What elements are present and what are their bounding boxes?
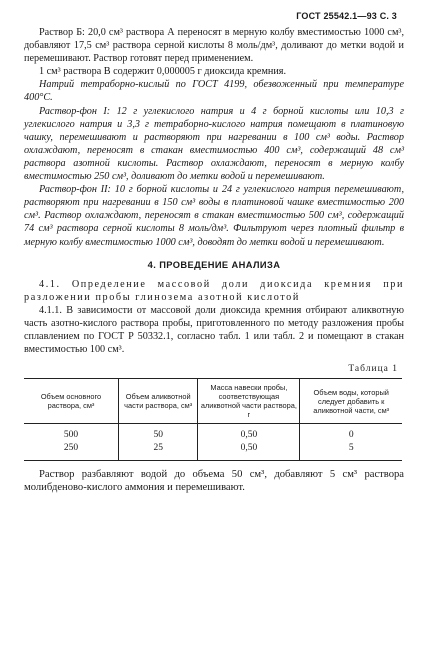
paragraph-sodium-tetraborate: Натрий тетраборно-кислый по ГОСТ 4199, обезвоженный при температуре 400°С. [24,79,404,104]
paragraph-solution-b: Раствор Б: 20,0 см³ раствора А переносят в мерную колбу вместимостью 1000 см³, добавляют 17,5 см³ раствора серной кислоты 8 моль/дм³, доливают до метки водой и перемешивают. Раствор готовят перед применением. [24,27,404,65]
column-header-main-volume: Объем основного раствора, см³ [24,379,119,424]
paragraph-dilution: Раствор разбавляют водой до объема 50 см³, добавляют 5 см³ раствора молибденово-кислого аммония и перемешивают. [24,469,404,494]
table-row [24,424,402,444]
column-header-aliquot-volume: Объем аликвотной части раствора, см³ [119,379,198,424]
table-cell: 0,50 [198,424,300,444]
aliquot-table [24,378,402,461]
section-title: 4. ПРОВЕДЕНИЕ АНАЛИЗА [147,259,281,270]
column-header-water-volume: Объем воды, который следует добавить к аликвотной части, см³ [300,379,402,424]
document-body [24,26,404,495]
table-cell: 0,50 [198,443,300,461]
paragraph-aliquot: 4.1.1. В зависимости от массовой доли диоксида кремния отбирают аликвотную часть азотно-кислого раствора пробы, приготовленного по методу разложения пробы сплавлением по ГОСТ Р 50332.1, согласно табл. 1 или табл. 2 и помещают в стакан вместимостью 100 см³. [24,304,404,356]
table-row [24,443,402,461]
table-header-row [24,379,402,424]
table-caption: Таблица 1 [348,364,398,375]
paragraph-background-solution-1: Раствор-фон I: 12 г углекислого натрия и 4 г борной кислоты или 10,3 г углекислого натрия и 3,3 г тетраборно-кислого натрия помещают в платиновую чашку, перемешивают и растворяют при нагревании в 100 см³ воды. Раствор охлаждают, переносят в стакан вместимостью 400 см³, содержащий 48 см³ раствора азотной кислоты. Раствор охлаждают, переносят в мерную колбу вместимостью 250 см³, доливают до метки водой и перемешивают. [24,105,404,183]
page-header: ГОСТ 25542.1—93 С. 3 [296,11,397,21]
column-header-sample-mass: Масса навески пробы, соответствующая аликвотной части раствора, г [198,379,300,424]
paragraph-solution-b-content: 1 см³ раствора В содержит 0,000005 г диоксида кремния. [39,66,287,78]
table-cell: 250 [24,443,119,461]
table-cell: 500 [63,430,79,441]
table-cell: 25 [119,443,198,461]
paragraph-background-solution-2: Раствор-фон II: 10 г борной кислоты и 24 г углекислого натрия перемешивают, растворяют при нагревании в 150 см³ воды в платиновой чашке вместимостью 200 см³. Раствор охлаждают, переносят в стакан вместимостью 500 см³, содержащий 74 см³ раствора серной кислоты 8 моль/дм³. Фильтруют через плотный фильтр в мерную колбу вместимостью 1000 см³, доводят до метки водой и перемешивают. [24,184,404,248]
table-cell: 50 [119,424,198,444]
table-cell: 0 [300,424,402,444]
subsection-title: 4.1. Определение массовой доли диоксида кремния при разложении пробы глинозема азотной кислотой [24,278,404,303]
table-cell: 5 [300,443,402,461]
